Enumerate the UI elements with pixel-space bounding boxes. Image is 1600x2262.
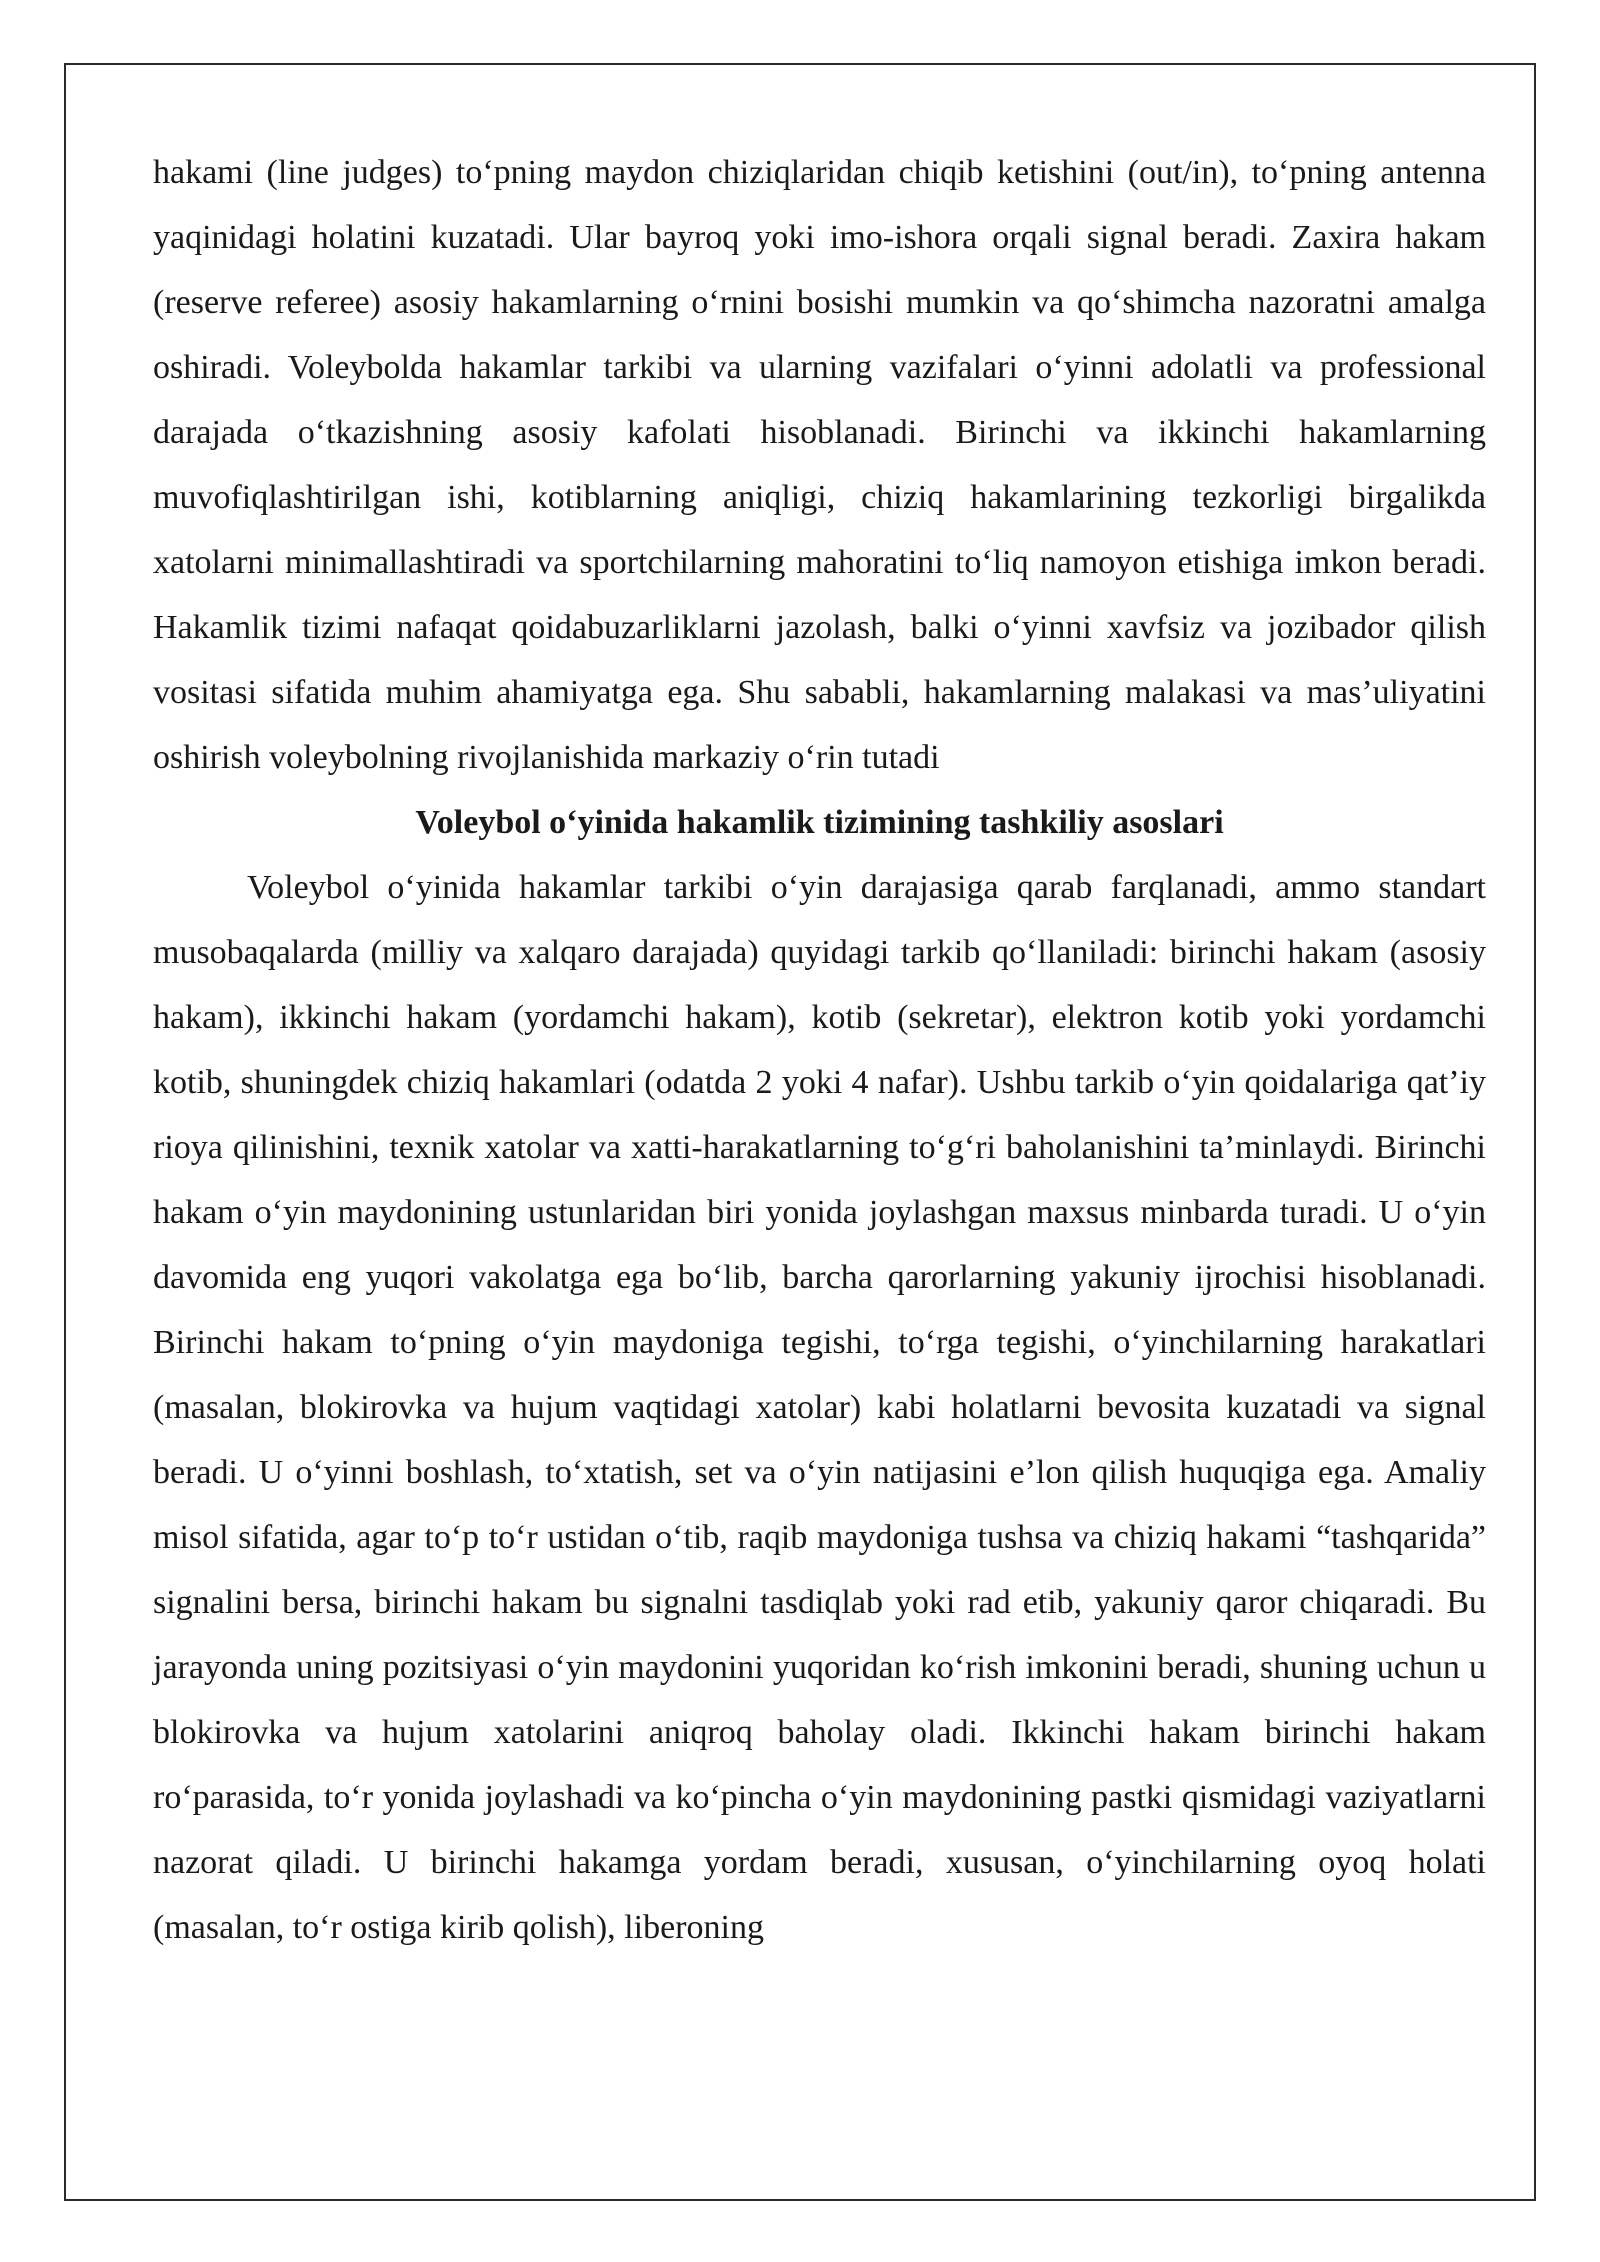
paragraph-main: Voleybol o‘yinida hakamlar tarkibi o‘yin darajasiga qarab farqlanadi, ammo standart musobaqalarda (milliy va xalqaro darajada) quyidagi tarkib qo‘llaniladi: birinchi hakam (asosiy hakam), ikkinchi hakam (yordamchi hakam), kotib (sekretar), elektron kotib yoki yordamchi kotib, shuningdek chiziq hakamlari (odatda 2 yoki 4 nafar). Ushbu tarkib o‘yin qoidalariga qat’iy rioya qilinishini, texnik xatolar va xatti-harakatlarning to‘g‘ri baholanishini ta’minlaydi. Birinchi hakam o‘yin maydonining ustunlaridan biri yonida joylashgan maxsus minbarda turadi. U o‘yin davomida eng yuqori vakolatga ega bo‘lib, barcha qarorlarning yakuniy ijrochisi hisoblanadi. Birinchi hakam to‘pning o‘yin maydoniga tegishi, to‘rga tegishi, o‘yinchilarning harakatlari (masalan, blokirovka va hujum vaqtidagi xatolar) kabi holatlarni bevosita kuzatadi va signal beradi. U o‘yinni boshlash, to‘xtatish, set va o‘yin natijasini e’lon qilish huquqiga ega. Amaliy misol sifatida, agar to‘p to‘r ustidan o‘tib, raqib maydoniga tushsa va chiziq hakami “tashqarida” signalini bersa, birinchi hakam bu signalni tasdiqlab yoki rad etib, yakuniy qaror chiqaradi. Bu jarayonda uning pozitsiyasi o‘yin maydonini yuqoridan ko‘rish imkonini beradi, shuning uchun u blokirovka va hujum xatolarini aniqroq baholay oladi. Ikkinchi hakam birinchi hakam ro‘parasida, to‘r yonida joylashadi va ko‘pincha o‘yin maydonining pastki qismidagi vaziyatlarni nazorat qiladi. U birinchi hakamga yordam beradi, xususan, o‘yinchilarning oyoq holati (masalan, to‘r ostiga kirib qolish), liberoning	[153, 869, 1486, 1946]
section-heading: Voleybol o‘yinida hakamlik tizimining tashkiliy asoslari	[415, 804, 1224, 841]
document-body	[153, 140, 1486, 1960]
paragraph-continued: hakami (line judges) to‘pning maydon chiziqlaridan chiqib ketishini (out/in), to‘pning antenna yaqinidagi holatini kuzatadi. Ular bayroq yoki imo-ishora orqali signal beradi. Zaxira hakam (reserve referee) asosiy hakamlarning o‘rnini bosishi mumkin va qo‘shimcha nazoratni amalga oshiradi. Voleybolda hakamlar tarkibi va ularning vazifalari o‘yinni adolatli va professional darajada o‘tkazishning asosiy kafolati hisoblanadi. Birinchi va ikkinchi hakamlarning muvofiqlashtirilgan ishi, kotiblarning aniqligi, chiziq hakamlarining tezkorligi birgalikda xatolarni minimallashtiradi va sportchilarning mahoratini to‘liq namoyon etishiga imkon beradi. Hakamlik tizimi nafaqat qoidabuzarliklarni jazolash, balki o‘yinni xavfsiz va jozibador qilish vositasi sifatida muhim ahamiyatga ega. Shu sababli, hakamlarning malakasi va mas’uliyatini oshirish voleybolning rivojlanishida markaziy o‘rin tutadi	[153, 154, 1486, 776]
